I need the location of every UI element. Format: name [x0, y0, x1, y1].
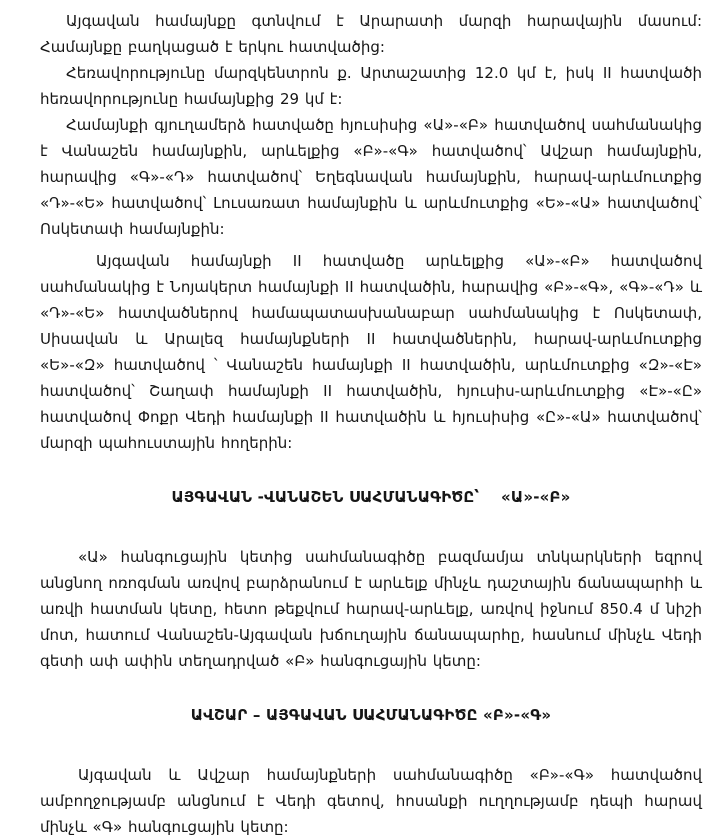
section-heading-aygavan-vanashen: ԱՅԳԱՎԱՆ -ՎԱՆԱՇԵՆ ՍԱՀՄԱՆԱԳԻԾԸ՝ «Ա»-«Բ»	[171, 488, 571, 506]
section-heading-avshar-aygavan: ԱՎՇԱՐ – ԱՅԳԱՎԱՆ ՍԱՀՄԱՆԱԳԻԾԸ «Բ»-«Գ»	[190, 706, 552, 724]
paragraph-second-section-borders: Այգավան համայնքի II հատվածը արևելքից «Ա»-«Բ» հատվածով սահմանակից է Նոյակերտ համայնքի II հատվածին, հարավից «Բ»-«Գ», «Գ»-«Դ» և «Դ»-«Ե» հատվածներով համապատասխանաբար սահմանակից է Ոսկետափ, Սիսավան և Արալեզ համայնքների II հատվածներին, հարավ-արևմուտքից «Ե»-«Զ» հատվածով ՝ Վանաշեն համայնքի II հատվածին, արևմուտքից «Զ»-«Է» հատվածով՝ Շաղափ համայնքի II հատվածին, հյուսիս-արևմուտքից «Է»-«Ը» հատվածով Փոքր Վեդի համայնքի II հատվածին և հյուսիսից «Ը»-«Ա» հատվածով՝ մարզի պահուստային հողերին:	[40, 252, 702, 452]
paragraph-distance: Հեռավորությունը մարզկենտրոն ք. Արտաշատից 12.0 կմ է, իսկ II հատվածի հեռավորությունը համայնքից 29 կմ է:	[40, 64, 702, 108]
paragraph-border-a-b-description: «Ա» հանգուցային կետից սահմանագիծը բազմամյա տնկարկների եզրով անցնող ոռոգման առվով բարձրանում է արևելք մինչև դաշտային ճանապարհի և առվի հատման կետը, հետո թեքվում հարավ-արևելք, առվով իջնում 850.4 մ նիշի մոտ, հատում Վանաշեն-Այգավան խճուղային ճանապարհը, հասնում մինչև Վեդի գետի ափ ափին տեղադրված «Բ» հանգուցային կետը:	[40, 548, 702, 670]
paragraph-main-section-borders: Համայնքի գյուղամերձ հատվածը հյուսիսից «Ա»-«Բ» հատվածով սահմանակից է Վանաշեն համայնքին, արևելքից «Բ»-«Գ» հատվածով՝ Ավշար համայնքին, հարավից «Գ»-«Դ» հատվածով՝ Եղեգնավան համայնքին, հարավ-արևմուտքից «Դ»-«Ե» հատվածով՝ Լուսառատ համայնքին և արևմուտքից «Ե»-«Ա» հատվածով՝ Ոսկետափ համայնքին:	[40, 116, 702, 238]
paragraph-location: Այգավան համայնքը գտնվում է Արարատի մարզի հարավային մասում: Համայնքը բաղկացած է երկու հատվածից:	[40, 12, 702, 56]
paragraph-border-b-g-description: Այգավան և Ավշար համայնքների սահմանագիծը «Բ»-«Գ» հատվածով ամբողջությամբ անցնում է Վեդի գետով, հոսանքի ուղղությամբ դեպի հարավ մինչև «Գ» հանգուցային կետը:	[40, 766, 702, 836]
